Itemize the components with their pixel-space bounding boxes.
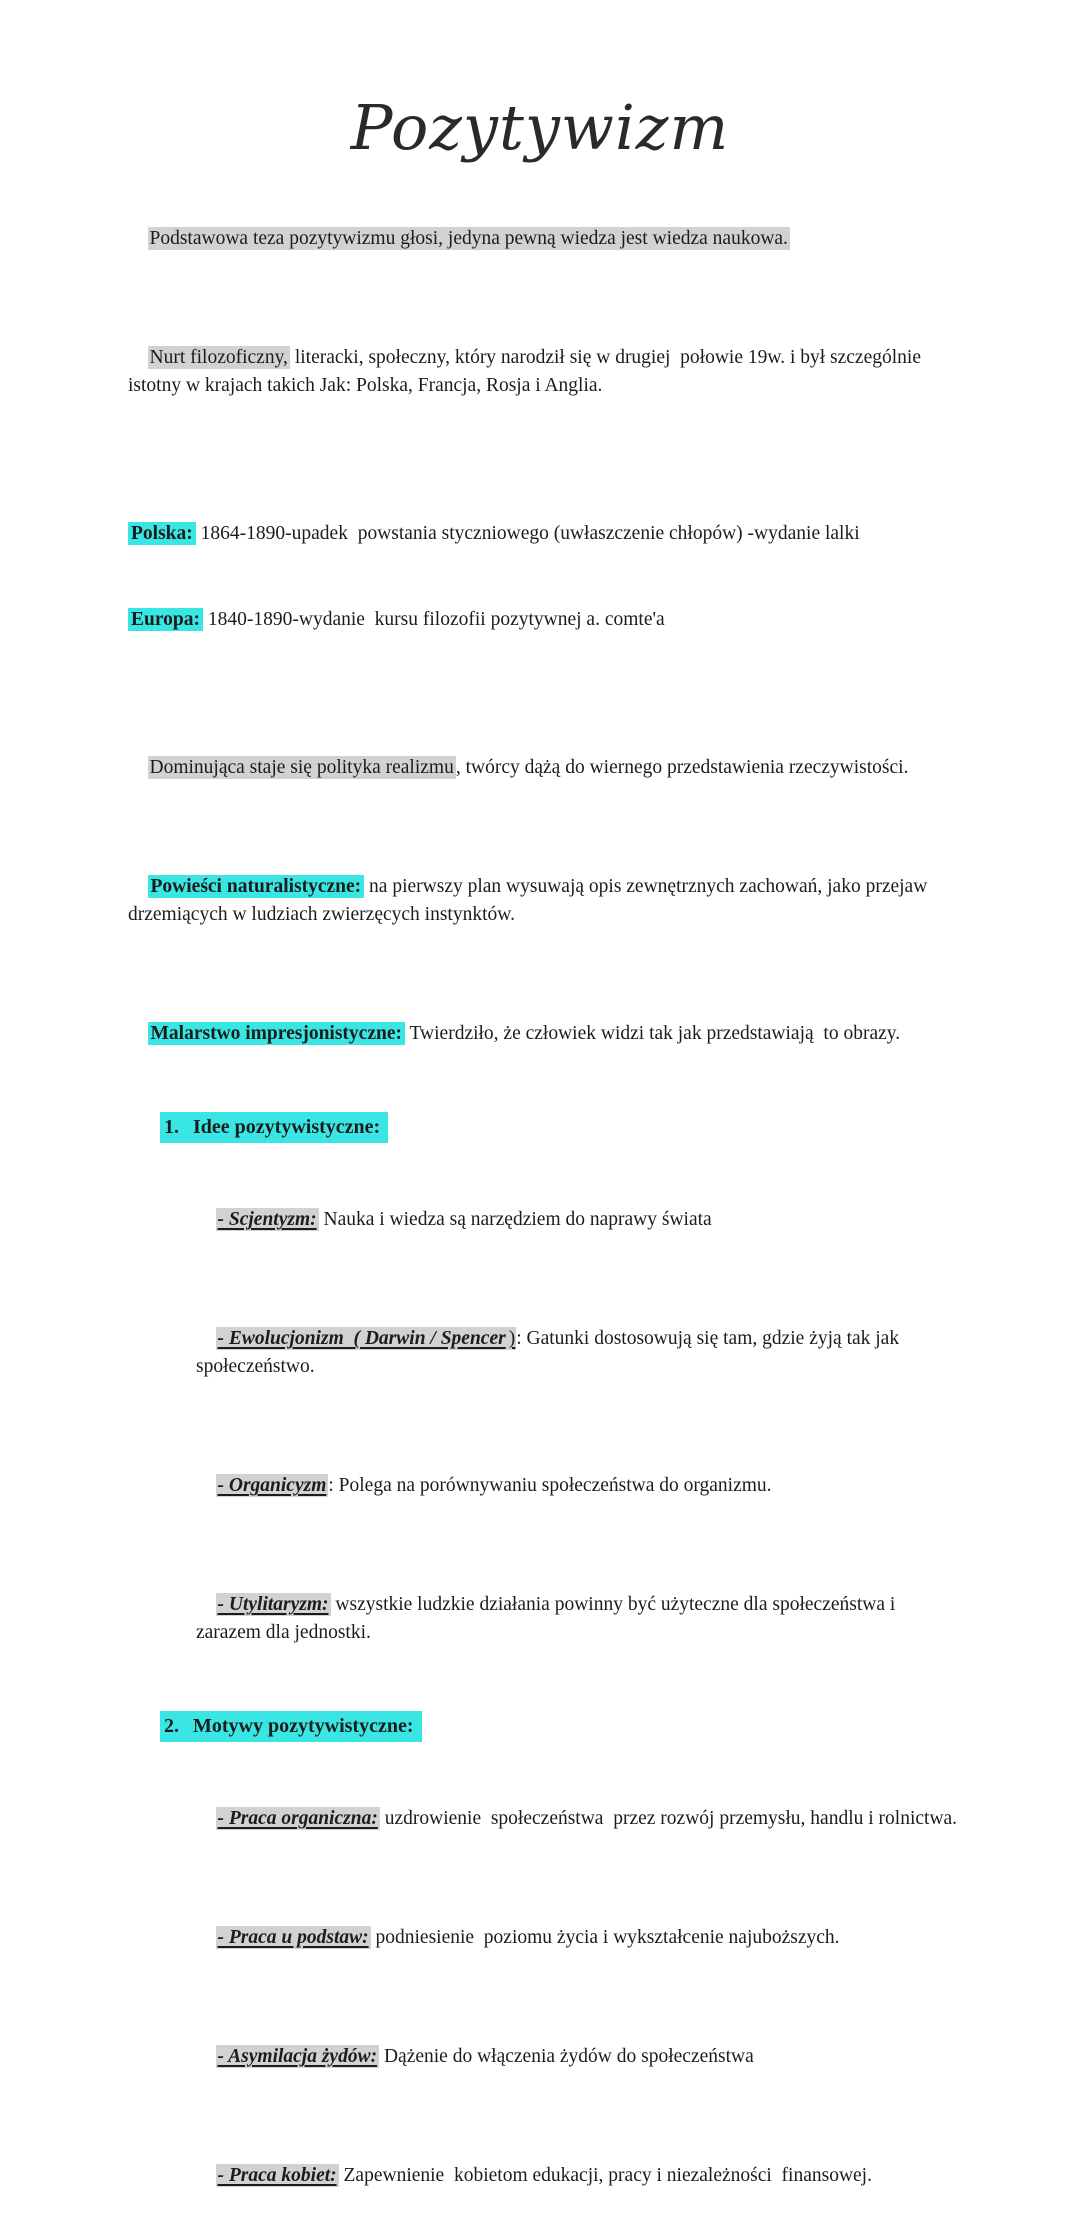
body-text: Twierdziło, że człowiek widzi tak jak przedstawiają to obrazy. bbox=[404, 1023, 901, 1045]
term-ewolucjonizm-suffix: ) bbox=[508, 1328, 516, 1350]
body-text: Dążenie do włączenia żydów do społeczeństwa bbox=[379, 2046, 754, 2068]
paragraph-polska-europa bbox=[128, 463, 960, 691]
list-item-praca-organiczna bbox=[196, 1777, 958, 1861]
list-item-scjentyzm bbox=[196, 1178, 958, 1262]
paragraph-malarstwo bbox=[128, 992, 960, 1076]
section-2-title: Motywy pozytywistyczne: bbox=[193, 1715, 414, 1738]
list-item-organicyzm bbox=[196, 1444, 958, 1528]
document-page bbox=[0, 91, 1080, 2187]
term-asymilacja-zydow: - Asymilacja żydów: bbox=[217, 2046, 378, 2068]
term-europa: Europa: bbox=[128, 608, 203, 631]
body-text: Nauka i wiedza są narzędziem do naprawy świata bbox=[318, 1209, 712, 1231]
line-polska bbox=[128, 519, 960, 549]
list-item-praca-u-podstaw bbox=[196, 1896, 958, 1980]
term-praca-u-podstaw: - Praca u podstaw: bbox=[217, 1927, 369, 1949]
body-text: , twórcy dążą do wiernego przedstawienia rzeczywistości. bbox=[455, 757, 909, 779]
section-1-number: 1. bbox=[164, 1116, 179, 1139]
highlighted-text: Nurt filozoficzny, bbox=[149, 347, 288, 369]
list-item-asymilacja-zydow bbox=[196, 2015, 958, 2099]
list-item-ewolucjonizm bbox=[196, 1297, 958, 1409]
page-title: Pozytywizm bbox=[350, 91, 730, 164]
paragraph-thesis bbox=[128, 197, 960, 281]
paragraph-powiesci bbox=[128, 845, 960, 957]
term-utylitaryzm: - Utylitaryzm: bbox=[217, 1594, 329, 1616]
body-text: uzdrowienie społeczeństwa przez rozwój przemysłu, handlu i rolnictwa. bbox=[379, 1808, 958, 1830]
body-text: : Polega na porównywaniu społeczeństwa do organizmu. bbox=[328, 1475, 772, 1497]
highlighted-text: Dominująca staje się polityka realizmu bbox=[149, 757, 454, 779]
term-praca-kobiet: - Praca kobiet: bbox=[217, 2165, 337, 2187]
body-text: podniesienie poziomu życia i wykształcenie najuboższych. bbox=[370, 1927, 840, 1949]
body-text: wszystkie ludzkie działania powinny być użyteczne dla społeczeństwa i zarazem dla jednostki. bbox=[196, 1594, 901, 1644]
term-praca-organiczna: - Praca organiczna: bbox=[217, 1808, 378, 1830]
section-1-highlight bbox=[160, 1112, 388, 1143]
section-2-highlight bbox=[160, 1711, 422, 1742]
highlighted-text: Podstawowa teza pozytywizmu głosi, jedyna pewną wiedza jest wiedza naukowa. bbox=[149, 228, 788, 250]
term-malarstwo: Malarstwo impresjonistyczne: bbox=[148, 1022, 405, 1045]
section-2-number: 2. bbox=[164, 1715, 179, 1738]
body-text: Zapewnienie kobietom edukacji, pracy i niezależności finansowej. bbox=[338, 2165, 872, 2187]
list-item-utylitaryzm bbox=[196, 1563, 958, 1675]
body-text: 1864-1890-upadek powstania styczniowego (uwłaszczenie chłopów) -wydanie lalki bbox=[195, 523, 860, 545]
term-ewolucjonizm: - Ewolucjonizm ( Darwin / Spencer bbox=[217, 1328, 506, 1350]
term-polska: Polska: bbox=[128, 522, 196, 545]
line-europa bbox=[128, 605, 960, 635]
paragraph-dominujaca bbox=[128, 726, 960, 810]
body-text: literacki, społeczny, który narodził się w drugiej połowie 19w. i był szczególnie istotny w krajach takich Jak: Polska, Francja, Rosja i Anglia. bbox=[128, 347, 926, 397]
list-item-praca-kobiet bbox=[196, 2134, 958, 2218]
body-text: na pierwszy plan wysuwają opis zewnętrznych zachowań, jako przejaw drzemiących w ludziach zwierzęcych instynktów. bbox=[128, 876, 933, 926]
section-1-header bbox=[160, 1112, 1080, 1143]
term-organicyzm: - Organicyzm bbox=[217, 1475, 327, 1497]
paragraph-nurt bbox=[128, 316, 960, 428]
section-1-title: Idee pozytywistyczne: bbox=[193, 1116, 381, 1139]
term-powiesci: Powieści naturalistyczne: bbox=[148, 875, 365, 898]
section-2-header bbox=[160, 1711, 1080, 1742]
term-scjentyzm: - Scjentyzm: bbox=[217, 1209, 317, 1231]
body-text: : Gatunki dostosowują się tam, gdzie żyją tak jak społeczeństwo. bbox=[196, 1328, 904, 1378]
body-text: 1840-1890-wydanie kursu filozofii pozytywnej a. comte'a bbox=[203, 609, 665, 631]
